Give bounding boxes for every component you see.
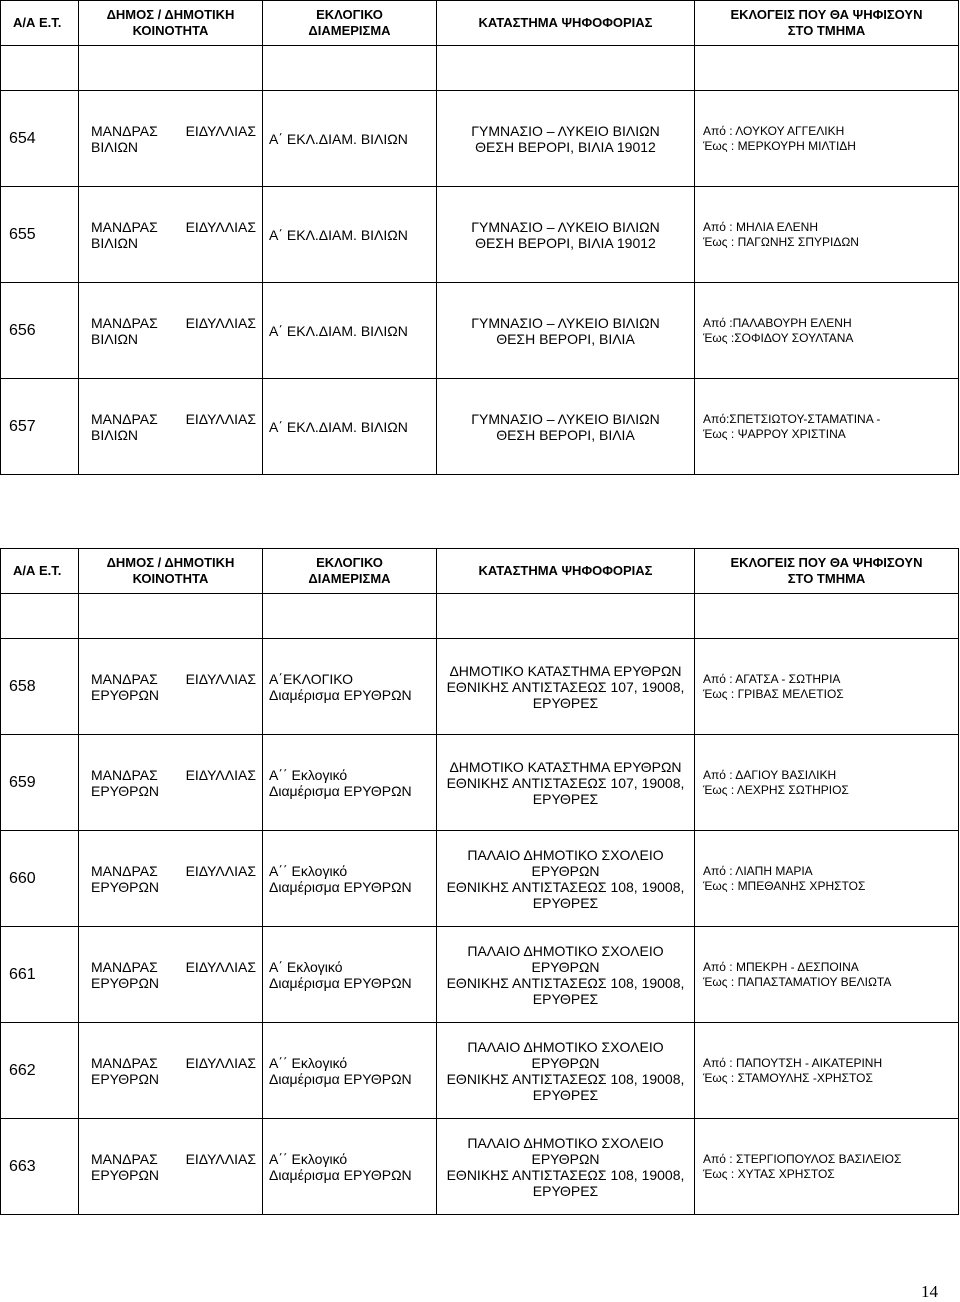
district-cell [263, 831, 437, 927]
district-cell [263, 927, 437, 1023]
header-municipality: ΔΗΜΟΣ / ΔΗΜΟΤΙΚΗ ΚΟΙΝΟΤΗΤΑ [79, 549, 263, 594]
voters-range-cell-line: Έως : ΓΡΙΒΑΣ ΜΕΛΕΤΙΟΣ [703, 686, 844, 701]
voters-range-cell [695, 639, 959, 735]
polling-table-erythrwn [0, 548, 959, 1215]
polling-station-cell [437, 1023, 695, 1119]
header-spacer-row [1, 46, 959, 91]
municipality-cell-line: ΜΑΝΔΡΑΣ ΕΙΔΥΛΛΙΑΣ [91, 862, 256, 879]
municipality-cell-line: ΜΑΝΔΡΑΣ ΕΙΔΥΛΛΙΑΣ [91, 766, 256, 783]
voters-range-cell-line: Έως : ΨΑΡΡΟΥ ΧΡΙΣΤΙΝΑ [703, 426, 846, 441]
voters-range-cell [695, 91, 959, 187]
polling-station-cell-line: ΔΗΜΟΤΙΚΟ ΚΑΤΑΣΤΗΜΑ ΕΡΥΘΡΩΝ [449, 662, 682, 679]
polling-station-cell [437, 927, 695, 1023]
voters-range-cell-line: Έως : ΠΑΓΩΝΗΣ ΣΠΥΡΙΔΩΝ [703, 234, 859, 249]
voters-range-cell [695, 379, 959, 475]
voters-range-cell [695, 187, 959, 283]
municipality-cell-line: ΒΙΛΙΩΝ [91, 330, 139, 347]
section-number: 662 [1, 1023, 79, 1119]
polling-station-cell-line: ΠΑΛΑΙΟ ΔΗΜΟΤΙΚΟ ΣΧΟΛΕΙΟ [467, 1038, 664, 1055]
table-header-row [1, 1, 959, 46]
municipality-cell-line: ΜΑΝΔΡΑΣ ΕΙΔΥΛΛΙΑΣ [91, 1150, 256, 1167]
polling-station-cell-line: ΕΘΝΙΚΗΣ ΑΝΤΙΣΤΑΣΕΩΣ 107, 19008, [446, 774, 685, 791]
polling-station-cell-line: ΕΡΥΘΡΕΣ [532, 1086, 599, 1103]
polling-station-cell-line: ΠΑΛΑΙΟ ΔΗΜΟΤΙΚΟ ΣΧΟΛΕΙΟ [467, 846, 664, 863]
table-row [1, 379, 959, 475]
municipality-cell [79, 1119, 263, 1215]
polling-station-cell-line: ΘΕΣΗ ΒΕΡΟΡΙ, ΒΙΛΙΑ 19012 [475, 138, 656, 155]
municipality-cell-line: ΜΑΝΔΡΑΣ ΕΙΔΥΛΛΙΑΣ [91, 218, 256, 235]
polling-station-cell-line: ΕΡΥΘΡΕΣ [532, 990, 599, 1007]
municipality-cell-line: ΕΡΥΘΡΩΝ [91, 1166, 160, 1183]
header-voters: ΕΚΛΟΓΕΙΣ ΠΟΥ ΘΑ ΨΗΦΙΣΟΥΝ ΣΤΟ ΤΜΗΜΑ [695, 1, 959, 46]
polling-station-cell [437, 735, 695, 831]
polling-station-cell [437, 187, 695, 283]
polling-station-cell-line: ΓΥΜΝΑΣΙΟ – ΛΥΚΕΙΟ ΒΙΛΙΩΝ [471, 218, 660, 235]
district-cell [263, 639, 437, 735]
district-cell-line: Διαμέρισμα ΕΡΥΘΡΩΝ [269, 1166, 412, 1183]
municipality-cell-line: ΒΙΛΙΩΝ [91, 138, 139, 155]
polling-station-cell-line: ΘΕΣΗ ΒΕΡΟΡΙ, ΒΙΛΙΑ [496, 426, 635, 443]
table-header-row [1, 549, 959, 594]
municipality-cell [79, 187, 263, 283]
section-number: 657 [1, 379, 79, 475]
municipality-cell-line: ΜΑΝΔΡΑΣ ΕΙΔΥΛΛΙΑΣ [91, 1054, 256, 1071]
district-cell [263, 735, 437, 831]
header-district: ΕΚΛΟΓΙΚΟ ΔΙΑΜΕΡΙΣΜΑ [263, 549, 437, 594]
section-number: 661 [1, 927, 79, 1023]
polling-station-cell-line: ΓΥΜΝΑΣΙΟ – ΛΥΚΕΙΟ ΒΙΛΙΩΝ [471, 314, 660, 331]
municipality-cell [79, 379, 263, 475]
voters-range-cell-line: Από : ΜΠΕΚΡΗ - ΔΕΣΠΟΙΝΑ [703, 959, 859, 974]
municipality-cell-line: ΜΑΝΔΡΑΣ ΕΙΔΥΛΛΙΑΣ [91, 958, 256, 975]
district-cell-line: Α΄΄ Εκλογικό [269, 862, 348, 879]
polling-station-cell-line: ΕΡΥΘΡΩΝ [531, 1150, 600, 1167]
voters-range-cell-line: Από :ΠΑΛΑΒΟΥΡΗ ΕΛΕΝΗ [703, 315, 852, 330]
polling-station-cell-line: ΘΕΣΗ ΒΕΡΟΡΙ, ΒΙΛΙΑ 19012 [475, 234, 656, 251]
polling-station-cell-line: ΕΘΝΙΚΗΣ ΑΝΤΙΣΤΑΣΕΩΣ 107, 19008, [446, 678, 685, 695]
header-num: Α/Α Ε.Τ. [1, 549, 79, 594]
header-voters: ΕΚΛΟΓΕΙΣ ΠΟΥ ΘΑ ΨΗΦΙΣΟΥΝ ΣΤΟ ΤΜΗΜΑ [695, 549, 959, 594]
district-cell-line: Α΄ ΕΚΛ.ΔΙΑΜ. ΒΙΛΙΩΝ [269, 418, 408, 435]
municipality-cell [79, 927, 263, 1023]
polling-station-cell-line: ΕΡΥΘΡΩΝ [531, 862, 600, 879]
district-cell-line: Διαμέρισμα ΕΡΥΘΡΩΝ [269, 1070, 412, 1087]
municipality-cell-line: ΕΡΥΘΡΩΝ [91, 1070, 160, 1087]
polling-station-cell-line: ΕΡΥΘΡΕΣ [532, 1182, 599, 1199]
voters-range-cell-line: Έως : ΣΤΑΜΟΥΛΗΣ -ΧΡΗΣΤΟΣ [703, 1070, 873, 1085]
header-num: Α/Α Ε.Τ. [1, 1, 79, 46]
voters-range-cell [695, 1023, 959, 1119]
section-number: 663 [1, 1119, 79, 1215]
polling-station-cell-line: ΔΗΜΟΤΙΚΟ ΚΑΤΑΣΤΗΜΑ ΕΡΥΘΡΩΝ [449, 758, 682, 775]
voters-range-cell [695, 831, 959, 927]
table-row [1, 831, 959, 927]
municipality-cell [79, 639, 263, 735]
municipality-cell-line: ΕΡΥΘΡΩΝ [91, 782, 160, 799]
voters-range-cell-line: Από : ΔΑΓΙΟΥ ΒΑΣΙΛΙΚΗ [703, 767, 837, 782]
district-cell-line: Διαμέρισμα ΕΡΥΘΡΩΝ [269, 878, 412, 895]
header-municipality: ΔΗΜΟΣ / ΔΗΜΟΤΙΚΗ ΚΟΙΝΟΤΗΤΑ [79, 1, 263, 46]
page-number: 14 [921, 1282, 938, 1301]
voters-range-cell-line: Από : ΛΙΑΠΗ ΜΑΡΙΑ [703, 863, 813, 878]
municipality-cell-line: ΕΡΥΘΡΩΝ [91, 974, 160, 991]
header-store: ΚΑΤΑΣΤΗΜΑ ΨΗΦΟΦΟΡΙΑΣ [437, 1, 695, 46]
voters-range-cell-line: Από : ΛΟΥΚΟΥ ΑΓΓΕΛΙΚΗ [703, 123, 845, 138]
polling-station-cell-line: ΕΡΥΘΡΩΝ [531, 958, 600, 975]
polling-station-cell-line: ΕΘΝΙΚΗΣ ΑΝΤΙΣΤΑΣΕΩΣ 108, 19008, [446, 1166, 685, 1183]
polling-station-cell [437, 831, 695, 927]
municipality-cell-line: ΜΑΝΔΡΑΣ ΕΙΔΥΛΛΙΑΣ [91, 314, 256, 331]
municipality-cell-line: ΜΑΝΔΡΑΣ ΕΙΔΥΛΛΙΑΣ [91, 122, 256, 139]
district-cell-line: Α΄ ΕΚΛ.ΔΙΑΜ. ΒΙΛΙΩΝ [269, 226, 408, 243]
polling-station-cell [437, 379, 695, 475]
polling-station-cell [437, 639, 695, 735]
table-row [1, 1119, 959, 1215]
voters-range-cell [695, 1119, 959, 1215]
municipality-cell [79, 1023, 263, 1119]
polling-station-cell-line: ΕΡΥΘΡΕΣ [532, 694, 599, 711]
polling-station-cell-line: ΓΥΜΝΑΣΙΟ – ΛΥΚΕΙΟ ΒΙΛΙΩΝ [471, 122, 660, 139]
district-cell-line: Διαμέρισμα ΕΡΥΘΡΩΝ [269, 974, 412, 991]
district-cell-line: Α΄΄ Εκλογικό [269, 766, 348, 783]
district-cell-line: Α΄ ΕΚΛ.ΔΙΑΜ. ΒΙΛΙΩΝ [269, 322, 408, 339]
voters-range-cell-line: Έως : ΜΠΕΘΑΝΗΣ ΧΡΗΣΤΟΣ [703, 878, 866, 893]
district-cell-line: Α΄΄ Εκλογικό [269, 1150, 348, 1167]
polling-table-biliwn [0, 0, 959, 475]
district-cell [263, 187, 437, 283]
polling-station-cell-line: ΠΑΛΑΙΟ ΔΗΜΟΤΙΚΟ ΣΧΟΛΕΙΟ [467, 942, 664, 959]
voters-range-cell-line: Από : ΣΤΕΡΓΙΟΠΟΥΛΟΣ ΒΑΣΙΛΕΙΟΣ [703, 1151, 902, 1166]
polling-station-cell [437, 1119, 695, 1215]
voters-range-cell-line: Έως : ΠΑΠΑΣΤΑΜΑΤΙΟΥ ΒΕΛΙΩΤΑ [703, 974, 892, 989]
section-number: 660 [1, 831, 79, 927]
polling-station-cell-line: ΘΕΣΗ ΒΕΡΟΡΙ, ΒΙΛΙΑ [496, 330, 635, 347]
municipality-cell-line: ΕΡΥΘΡΩΝ [91, 878, 160, 895]
voters-range-cell [695, 927, 959, 1023]
district-cell [263, 379, 437, 475]
polling-station-cell-line: ΠΑΛΑΙΟ ΔΗΜΟΤΙΚΟ ΣΧΟΛΕΙΟ [467, 1134, 664, 1151]
district-cell-line: Α΄΄ Εκλογικό [269, 1054, 348, 1071]
municipality-cell [79, 91, 263, 187]
table-row [1, 1023, 959, 1119]
voters-range-cell-line: Έως : ΧΥΤΑΣ ΧΡΗΣΤΟΣ [703, 1166, 835, 1181]
district-cell-line: Α΄ΕΚΛΟΓΙΚΟ [269, 670, 354, 687]
polling-table-body [1, 1, 959, 475]
voters-range-cell-line: Από : ΠΑΠΟΥΤΣΗ - ΑΙΚΑΤΕΡΙΝΗ [703, 1055, 883, 1070]
district-cell-line: Α΄ Εκλογικό [269, 958, 343, 975]
voters-range-cell-line: Έως : ΜΕΡΚΟΥΡΗ ΜΙΛΤΙΔΗ [703, 138, 856, 153]
section-number: 659 [1, 735, 79, 831]
district-cell-line: Διαμέρισμα ΕΡΥΘΡΩΝ [269, 686, 412, 703]
polling-station-cell-line: ΕΡΥΘΡΕΣ [532, 790, 599, 807]
table-row [1, 927, 959, 1023]
polling-station-cell [437, 91, 695, 187]
municipality-cell [79, 735, 263, 831]
municipality-cell-line: ΒΙΛΙΩΝ [91, 426, 139, 443]
polling-station-cell-line: ΕΘΝΙΚΗΣ ΑΝΤΙΣΤΑΣΕΩΣ 108, 19008, [446, 878, 685, 895]
table-row [1, 735, 959, 831]
table-row [1, 187, 959, 283]
voters-range-cell-line: Έως :ΣΟΦΙΔΟΥ ΣΟΥΛΤΑΝΑ [703, 330, 854, 345]
polling-station-cell-line: ΕΡΥΘΡΩΝ [531, 1054, 600, 1071]
voters-range-cell [695, 283, 959, 379]
municipality-cell [79, 283, 263, 379]
header-spacer-row [1, 594, 959, 639]
municipality-cell-line: ΜΑΝΔΡΑΣ ΕΙΔΥΛΛΙΑΣ [91, 410, 256, 427]
header-store: ΚΑΤΑΣΤΗΜΑ ΨΗΦΟΦΟΡΙΑΣ [437, 549, 695, 594]
district-cell [263, 91, 437, 187]
polling-table-body [1, 549, 959, 1215]
municipality-cell-line: ΕΡΥΘΡΩΝ [91, 686, 160, 703]
voters-range-cell-line: Από:ΣΠΕΤΣΙΩΤΟΥ-ΣΤΑΜΑΤΙΝΑ - [703, 411, 881, 426]
table-row [1, 283, 959, 379]
municipality-cell [79, 831, 263, 927]
polling-station-cell-line: ΕΘΝΙΚΗΣ ΑΝΤΙΣΤΑΣΕΩΣ 108, 19008, [446, 1070, 685, 1087]
section-number: 654 [1, 91, 79, 187]
voters-range-cell-line: Από : ΜΗΛΙΑ ΕΛΕΝΗ [703, 219, 819, 234]
district-cell [263, 283, 437, 379]
section-number: 655 [1, 187, 79, 283]
district-cell-line: Α΄ ΕΚΛ.ΔΙΑΜ. ΒΙΛΙΩΝ [269, 130, 408, 147]
polling-station-cell [437, 283, 695, 379]
voters-range-cell [695, 735, 959, 831]
table-row [1, 91, 959, 187]
district-cell [263, 1119, 437, 1215]
municipality-cell-line: ΜΑΝΔΡΑΣ ΕΙΔΥΛΛΙΑΣ [91, 670, 256, 687]
voters-range-cell-line: Έως : ΛΕΧΡΗΣ ΣΩΤΗΡΙΟΣ [703, 782, 849, 797]
district-cell-line: Διαμέρισμα ΕΡΥΘΡΩΝ [269, 782, 412, 799]
section-number: 658 [1, 639, 79, 735]
voters-range-cell-line: Από : ΑΓΑΤΣΑ - ΣΩΤΗΡΙΑ [703, 671, 841, 686]
header-district: ΕΚΛΟΓΙΚΟ ΔΙΑΜΕΡΙΣΜΑ [263, 1, 437, 46]
section-number: 656 [1, 283, 79, 379]
municipality-cell-line: ΒΙΛΙΩΝ [91, 234, 139, 251]
polling-station-cell-line: ΕΘΝΙΚΗΣ ΑΝΤΙΣΤΑΣΕΩΣ 108, 19008, [446, 974, 685, 991]
district-cell [263, 1023, 437, 1119]
table-row [1, 639, 959, 735]
polling-station-cell-line: ΕΡΥΘΡΕΣ [532, 894, 599, 911]
polling-station-cell-line: ΓΥΜΝΑΣΙΟ – ΛΥΚΕΙΟ ΒΙΛΙΩΝ [471, 410, 660, 427]
